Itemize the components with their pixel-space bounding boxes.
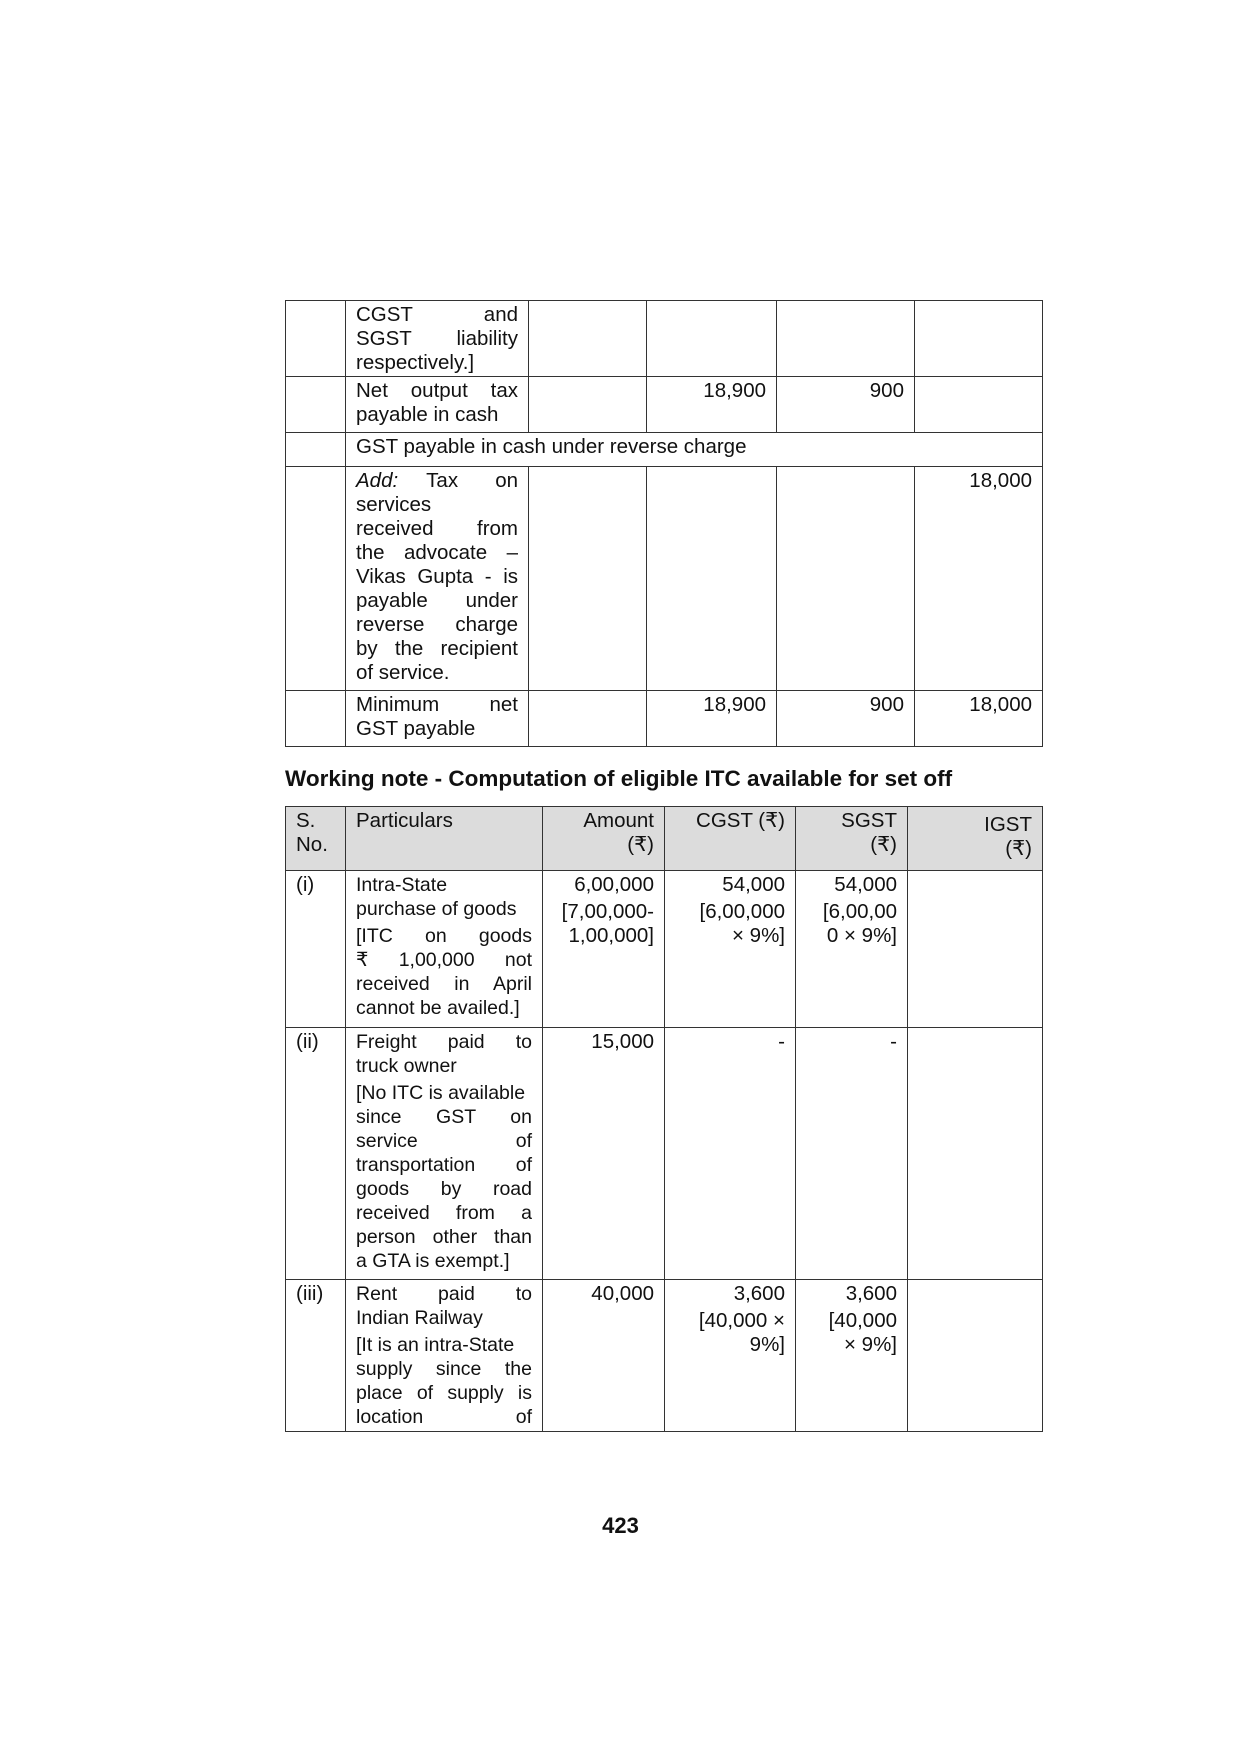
text-line: transportation of bbox=[356, 1154, 532, 1176]
value-cell bbox=[915, 377, 1043, 433]
cgst-note: 9%] bbox=[749, 1333, 785, 1356]
text-line: Freight paid to bbox=[356, 1031, 532, 1053]
sno-cell: (ii) bbox=[286, 1028, 346, 1280]
text-line: [ITC on goods bbox=[356, 925, 532, 947]
table-row bbox=[286, 301, 1043, 377]
cgst-value: - bbox=[778, 1030, 785, 1053]
text-line: by the recipient bbox=[356, 637, 518, 660]
value-cell bbox=[529, 467, 647, 691]
text-line: respectively.] bbox=[356, 351, 475, 374]
description-cell bbox=[346, 691, 529, 747]
cgst-value: 54,000 bbox=[722, 873, 785, 896]
text-line: SGST liability bbox=[356, 327, 518, 350]
amount-cell bbox=[543, 1280, 665, 1432]
header-line: (₹) bbox=[1005, 837, 1032, 860]
amount-header bbox=[543, 807, 665, 871]
sno-cell bbox=[286, 301, 346, 377]
table-row bbox=[286, 1028, 1043, 1280]
amount-note: 1,00,000] bbox=[568, 924, 654, 947]
sno-header bbox=[286, 807, 346, 871]
cgst-note: [6,00,000 bbox=[699, 900, 785, 923]
value-cell bbox=[529, 691, 647, 747]
text-line: purchase of goods bbox=[356, 898, 517, 920]
text-line bbox=[356, 469, 518, 493]
cgst-note: [40,000 × bbox=[698, 1309, 785, 1332]
cgst-cell bbox=[665, 871, 796, 1028]
igst-cell bbox=[908, 1280, 1043, 1432]
cgst-value: 18,900 bbox=[647, 691, 777, 747]
table-row bbox=[286, 433, 1043, 467]
text-line: since GST on bbox=[356, 1106, 532, 1128]
text-line: a GTA is exempt.] bbox=[356, 1250, 510, 1272]
page-number: 423 bbox=[602, 1513, 639, 1538]
text-line: payable under bbox=[356, 589, 518, 612]
sgst-note: × 9%] bbox=[844, 1333, 897, 1356]
itc-table bbox=[285, 806, 1043, 1432]
header-line: (₹) bbox=[627, 833, 654, 856]
igst-value: 18,000 bbox=[915, 467, 1043, 691]
header-line: S. bbox=[296, 809, 316, 832]
amount-value: 15,000 bbox=[591, 1030, 654, 1053]
text-line: received from a bbox=[356, 1202, 532, 1224]
description-cell bbox=[346, 467, 529, 691]
text-line: CGST and bbox=[356, 303, 518, 326]
sgst-cell bbox=[796, 1280, 908, 1432]
text-line: GST payable bbox=[356, 717, 476, 740]
particulars-cell bbox=[346, 871, 543, 1028]
table-row bbox=[286, 1280, 1043, 1432]
add-label: Add: bbox=[356, 469, 399, 492]
sgst-note: [40,000 bbox=[828, 1309, 897, 1332]
header-line: SGST bbox=[841, 809, 897, 832]
sgst-note: [6,00,00 bbox=[822, 900, 897, 923]
text-line: supply since the bbox=[356, 1358, 532, 1380]
sno-cell bbox=[286, 691, 346, 747]
reverse-charge-table bbox=[285, 300, 1043, 747]
header-line: IGST bbox=[984, 813, 1032, 836]
description-cell bbox=[346, 377, 529, 433]
cgst-cell bbox=[665, 1280, 796, 1432]
amount-note: [7,00,000- bbox=[561, 900, 654, 923]
sgst-note: 0 × 9%] bbox=[826, 924, 897, 947]
text-line: ₹ 1,00,000 not bbox=[356, 949, 532, 971]
text-line: reverse charge bbox=[356, 613, 518, 636]
text-fragment: Tax on bbox=[426, 469, 518, 492]
value-cell bbox=[915, 301, 1043, 377]
sgst-cell bbox=[796, 1028, 908, 1280]
particulars-cell bbox=[346, 1028, 543, 1280]
value-cell bbox=[647, 467, 777, 691]
sgst-value: - bbox=[890, 1030, 897, 1053]
value-cell bbox=[777, 301, 915, 377]
sno-cell: (i) bbox=[286, 871, 346, 1028]
table-row bbox=[286, 691, 1043, 747]
igst-value: 18,000 bbox=[915, 691, 1043, 747]
cgst-header: CGST (₹) bbox=[665, 807, 796, 871]
sgst-value: 54,000 bbox=[834, 873, 897, 896]
cgst-value: 3,600 bbox=[733, 1282, 785, 1305]
igst-cell bbox=[908, 1028, 1043, 1280]
value-cell bbox=[529, 377, 647, 433]
table-row bbox=[286, 377, 1043, 433]
table-header-row bbox=[286, 807, 1043, 871]
text-line: Rent paid to bbox=[356, 1283, 532, 1305]
sno-cell bbox=[286, 467, 346, 691]
text-line: Net output tax bbox=[356, 379, 518, 402]
text-line: truck owner bbox=[356, 1055, 457, 1077]
text-line: location of bbox=[356, 1406, 532, 1428]
text-line: Vikas Gupta - is bbox=[356, 565, 518, 588]
cgst-value: 18,900 bbox=[647, 377, 777, 433]
text-line: Intra-State bbox=[356, 874, 448, 896]
text-line: services bbox=[356, 493, 432, 516]
text-line: cannot be availed.] bbox=[356, 997, 520, 1019]
sgst-cell bbox=[796, 871, 908, 1028]
cgst-note: × 9%] bbox=[732, 924, 785, 947]
text-line: place of supply is bbox=[356, 1382, 532, 1404]
text-line: service of bbox=[356, 1130, 532, 1152]
particulars-cell bbox=[346, 1280, 543, 1432]
table-row bbox=[286, 467, 1043, 691]
sno-cell: (iii) bbox=[286, 1280, 346, 1432]
amount-value: 6,00,000 bbox=[574, 873, 654, 896]
value-cell bbox=[777, 467, 915, 691]
text-line: received in April bbox=[356, 973, 532, 995]
amount-value: 40,000 bbox=[591, 1282, 654, 1305]
text-line: the advocate – bbox=[356, 541, 518, 564]
amount-cell bbox=[543, 1028, 665, 1280]
particulars-header: Particulars bbox=[346, 807, 543, 871]
text-line: Indian Railway bbox=[356, 1307, 483, 1329]
header-line: No. bbox=[296, 833, 328, 856]
sgst-value: 900 bbox=[777, 691, 915, 747]
sgst-value: 900 bbox=[777, 377, 915, 433]
text-line: received from bbox=[356, 517, 518, 540]
text-line: [It is an intra-State bbox=[356, 1334, 515, 1356]
sgst-header bbox=[796, 807, 908, 871]
working-note-heading: Working note - Computation of eligible ITC available for set off bbox=[285, 766, 953, 791]
sgst-value: 3,600 bbox=[845, 1282, 897, 1305]
text-line: person other than bbox=[356, 1226, 532, 1248]
text-line: Minimum net bbox=[356, 693, 518, 716]
text-line: [No ITC is available bbox=[356, 1082, 526, 1104]
section-heading: GST payable in cash under reverse charge bbox=[346, 433, 1043, 467]
text-line: payable in cash bbox=[356, 403, 499, 426]
table-row bbox=[286, 871, 1043, 1028]
value-cell bbox=[647, 301, 777, 377]
igst-header bbox=[908, 807, 1043, 871]
header-line: Amount bbox=[583, 809, 654, 832]
amount-cell bbox=[543, 871, 665, 1028]
description-cell bbox=[346, 301, 529, 377]
cgst-cell bbox=[665, 1028, 796, 1280]
text-line: goods by road bbox=[356, 1178, 532, 1200]
value-cell bbox=[529, 301, 647, 377]
text-line: of service. bbox=[356, 661, 450, 684]
sno-cell bbox=[286, 433, 346, 467]
sno-cell bbox=[286, 377, 346, 433]
header-line: (₹) bbox=[870, 833, 897, 856]
igst-cell bbox=[908, 871, 1043, 1028]
